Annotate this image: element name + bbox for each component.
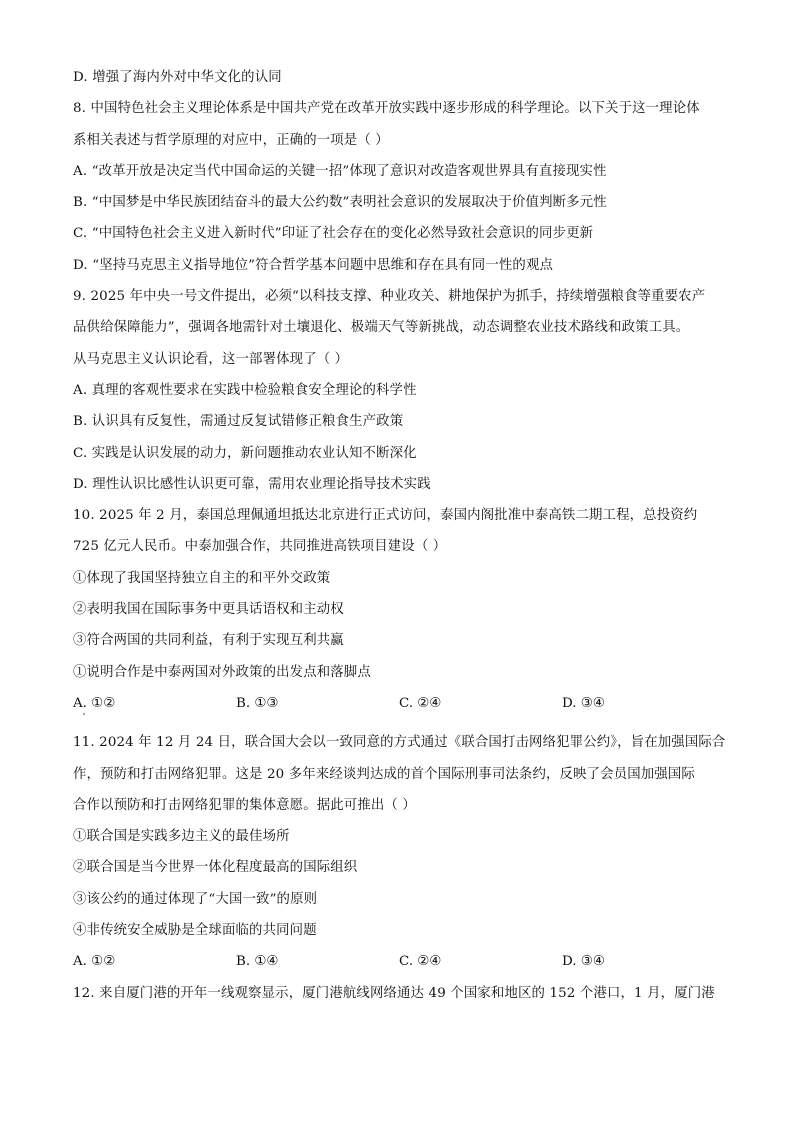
q9-stem-line-2: 品供给保障能力”，强调各地需针对土壤退化、极端天气等新挑战，动态调整农业技术路线和政策工具。 <box>73 320 690 336</box>
q9-stem-line-1: 9. 2025 年中央一号文件提出，必须“以科技支撑、种业攻关、耕地保护为抓手，持续增强粮食等重要农产 <box>73 289 706 305</box>
q8-stem-line-2: 系相关表述与哲学原理的对应中，正确的一项是（ ） <box>73 132 389 148</box>
q10-item-4: ①说明合作是中泰两国对外政策的出发点和落脚点 <box>73 664 371 680</box>
q11-choices <box>73 946 733 977</box>
q8-option-b: B. “中国梦是中华民族团结奋斗的最大公约数”表明社会意识的发展取决于价值判断多元性 <box>73 195 607 211</box>
q8-option-a: A. “改革开放是决定当代中国命运的关键一招”体现了意识对改造客观世界具有直接现实性 <box>73 163 607 179</box>
exam-page <box>73 62 733 1009</box>
q10-choice-d: D. ③④ <box>562 695 605 711</box>
q11-stem-line-2: 作，预防和打击网络犯罪。这是 20 多年来经谈判达成的首个国际刑事司法条约，反映了会员国加强国际 <box>73 766 695 782</box>
q9-option-a: A. 真理的客观性要求在实践中检验粮食安全理论的科学性 <box>73 382 417 398</box>
q7-option-d: D. 增强了海内外对中华文化的认同 <box>73 70 282 85</box>
q11-choice-a: A. ①② <box>73 954 116 970</box>
q8-stem-line-1: 8. 中国特色社会主义理论体系是中国共产党在改革开放实践中逐步形成的科学理论。以下关于这一理论体 <box>73 101 700 117</box>
q10-stem-line-2: 725 亿元人民币。中泰加强合作，共同推进高铁项目建设（ ） <box>73 539 447 555</box>
q8-option-d: D. “坚持马克思主义指导地位”符合哲学基本问题中思维和存在具有同一性的观点 <box>73 257 554 273</box>
q10-choice-b: B. ①③ <box>236 695 279 711</box>
q11-item-3: ③该公约的通过体现了“大国一致”的原则 <box>73 891 318 907</box>
q11-item-1: ①联合国是实践多边主义的最佳场所 <box>73 829 290 845</box>
q10-item-2: ②表明我国在国际事务中更具话语权和主动权 <box>73 602 344 618</box>
q9-option-d: D. 理性认识比感性认识更可靠，需用农业理论指导技术实践 <box>73 476 431 492</box>
q8-option-c: C. “中国特色社会主义进入新时代”印证了社会存在的变化必然导致社会意识的同步更新 <box>73 226 594 242</box>
q11-item-2: ②联合国是当今世界一体化程度最高的国际组织 <box>73 860 358 876</box>
q10-stem-line-1: 10. 2025 年 2 月，泰国总理佩通坦抵达北京进行正式访问，泰国内阁批准中泰高铁二期工程，总投资约 <box>73 508 698 524</box>
scan-dot <box>83 713 85 715</box>
q11-stem-line-3: 合作以预防和打击网络犯罪的集体意愿。据此可推出（ ） <box>73 797 416 813</box>
q11-choice-c: C. ②④ <box>399 954 442 970</box>
q10-choices <box>73 688 733 719</box>
q11-choice-b: B. ①④ <box>236 954 279 970</box>
q10-choice-a: A. ①② <box>73 695 116 711</box>
q9-stem-line-3: 从马克思主义认识论看，这一部署体现了（ ） <box>73 351 349 367</box>
q12-stem-line-1: 12. 来自厦门港的开年一线观察显示，厦门港航线网络通达 49 个国家和地区的 152 个港口，1 月，厦门港 <box>73 985 715 1001</box>
q10-item-3: ③符合两国的共同利益，有利于实现互利共赢 <box>73 633 344 649</box>
q11-item-4: ④非传统安全威胁是全球面临的共同问题 <box>73 923 317 939</box>
q9-option-c: C. 实践是认识发展的动力，新问题推动农业认知不断深化 <box>73 445 417 461</box>
q10-choice-c: C. ②④ <box>399 695 442 711</box>
q11-stem-line-1: 11. 2024 年 12 月 24 日，联合国大会以一致同意的方式通过《联合国打击网络犯罪公约》，旨在加强国际合 <box>73 735 726 751</box>
q9-option-b: B. 认识具有反复性，需通过反复试错修正粮食生产政策 <box>73 414 404 430</box>
q11-choice-d: D. ③④ <box>562 954 605 970</box>
q10-item-1: ①体现了我国坚持独立自主的和平外交政策 <box>73 570 331 586</box>
